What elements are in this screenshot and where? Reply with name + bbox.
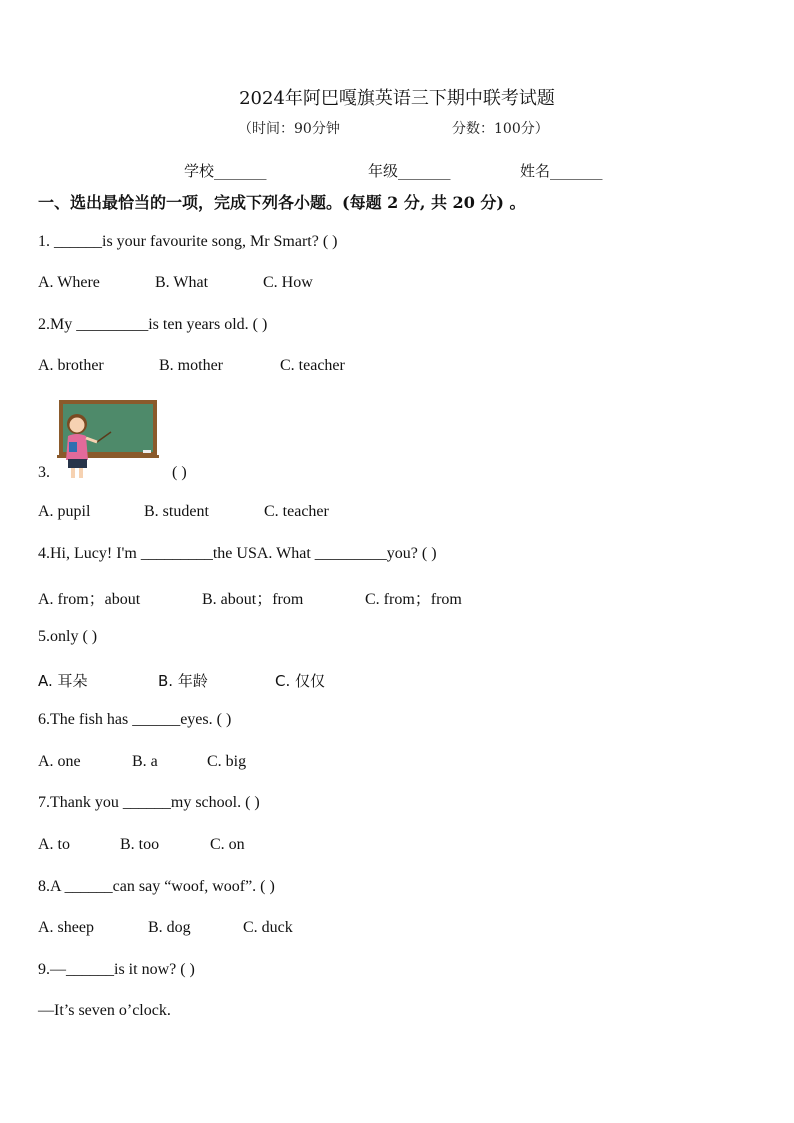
- exam-time: （时间：90分钟: [238, 121, 340, 137]
- answer-line: —It’s seven o’clock.: [38, 1002, 171, 1019]
- page-title: 2024年阿巴嘎旗英语三下期中联考试题: [239, 88, 555, 109]
- option-a: A. sheep: [38, 919, 94, 936]
- grade-field: 年级_______: [368, 162, 451, 180]
- option-c: C. big: [207, 753, 247, 770]
- option-a: A. one: [38, 753, 81, 770]
- question-3: 3.: [38, 464, 50, 481]
- question-5: 5.only ( ): [38, 628, 98, 645]
- question-2: 2.My _________is ten years old. ( ): [38, 316, 268, 333]
- option-a: A. from；about: [38, 591, 141, 608]
- option-c: C. teacher: [264, 503, 329, 520]
- option-b: B. student: [144, 503, 209, 520]
- teacher-skirt: [68, 459, 87, 468]
- option-b: B. What: [155, 274, 209, 291]
- option-b: B. a: [132, 753, 158, 770]
- option-b: B. dog: [148, 919, 191, 936]
- teacher-blackboard-image: [57, 398, 159, 480]
- option-a: A. brother: [38, 357, 104, 374]
- option-b: B. too: [120, 836, 160, 853]
- option-b: B. mother: [159, 357, 223, 374]
- question-7: 7.Thank you ______my school. ( ): [38, 794, 260, 811]
- question-4: 4.Hi, Lucy! I'm _________the USA. What _________you? ( ): [38, 545, 437, 562]
- option-b: B. about；from: [202, 591, 304, 608]
- question-6: 6.The fish has ______eyes. ( ): [38, 711, 232, 728]
- option-c: C. duck: [243, 919, 293, 936]
- option-a: A. 耳朵: [38, 672, 88, 690]
- question-9: 9.—______is it now? ( ): [38, 961, 195, 978]
- option-b: B. 年龄: [158, 672, 208, 690]
- answer-paren: ( ): [172, 464, 187, 481]
- exam-score: 分数：100分）: [452, 121, 549, 137]
- question-1: 1. ______is your favourite song, Mr Smart? ( ): [38, 233, 338, 250]
- option-a: A. pupil: [38, 503, 91, 520]
- option-c: C. How: [263, 274, 313, 291]
- option-a: A. Where: [38, 274, 100, 291]
- question-8: 8.A ______can say “woof, woof”. ( ): [38, 878, 275, 895]
- option-c: C. teacher: [280, 357, 345, 374]
- option-a: A. to: [38, 836, 70, 853]
- section-heading: 一、选出最恰当的一项，完成下列各小题。(每题 2 分, 共 20 分) 。: [38, 193, 526, 212]
- option-c: C. 仅仅: [275, 672, 326, 690]
- teacher-face: [70, 418, 85, 433]
- name-field: 姓名_______: [520, 162, 603, 180]
- option-c: C. on: [210, 836, 245, 853]
- option-c: C. from；from: [365, 591, 462, 608]
- school-field: 学校_______: [184, 162, 267, 180]
